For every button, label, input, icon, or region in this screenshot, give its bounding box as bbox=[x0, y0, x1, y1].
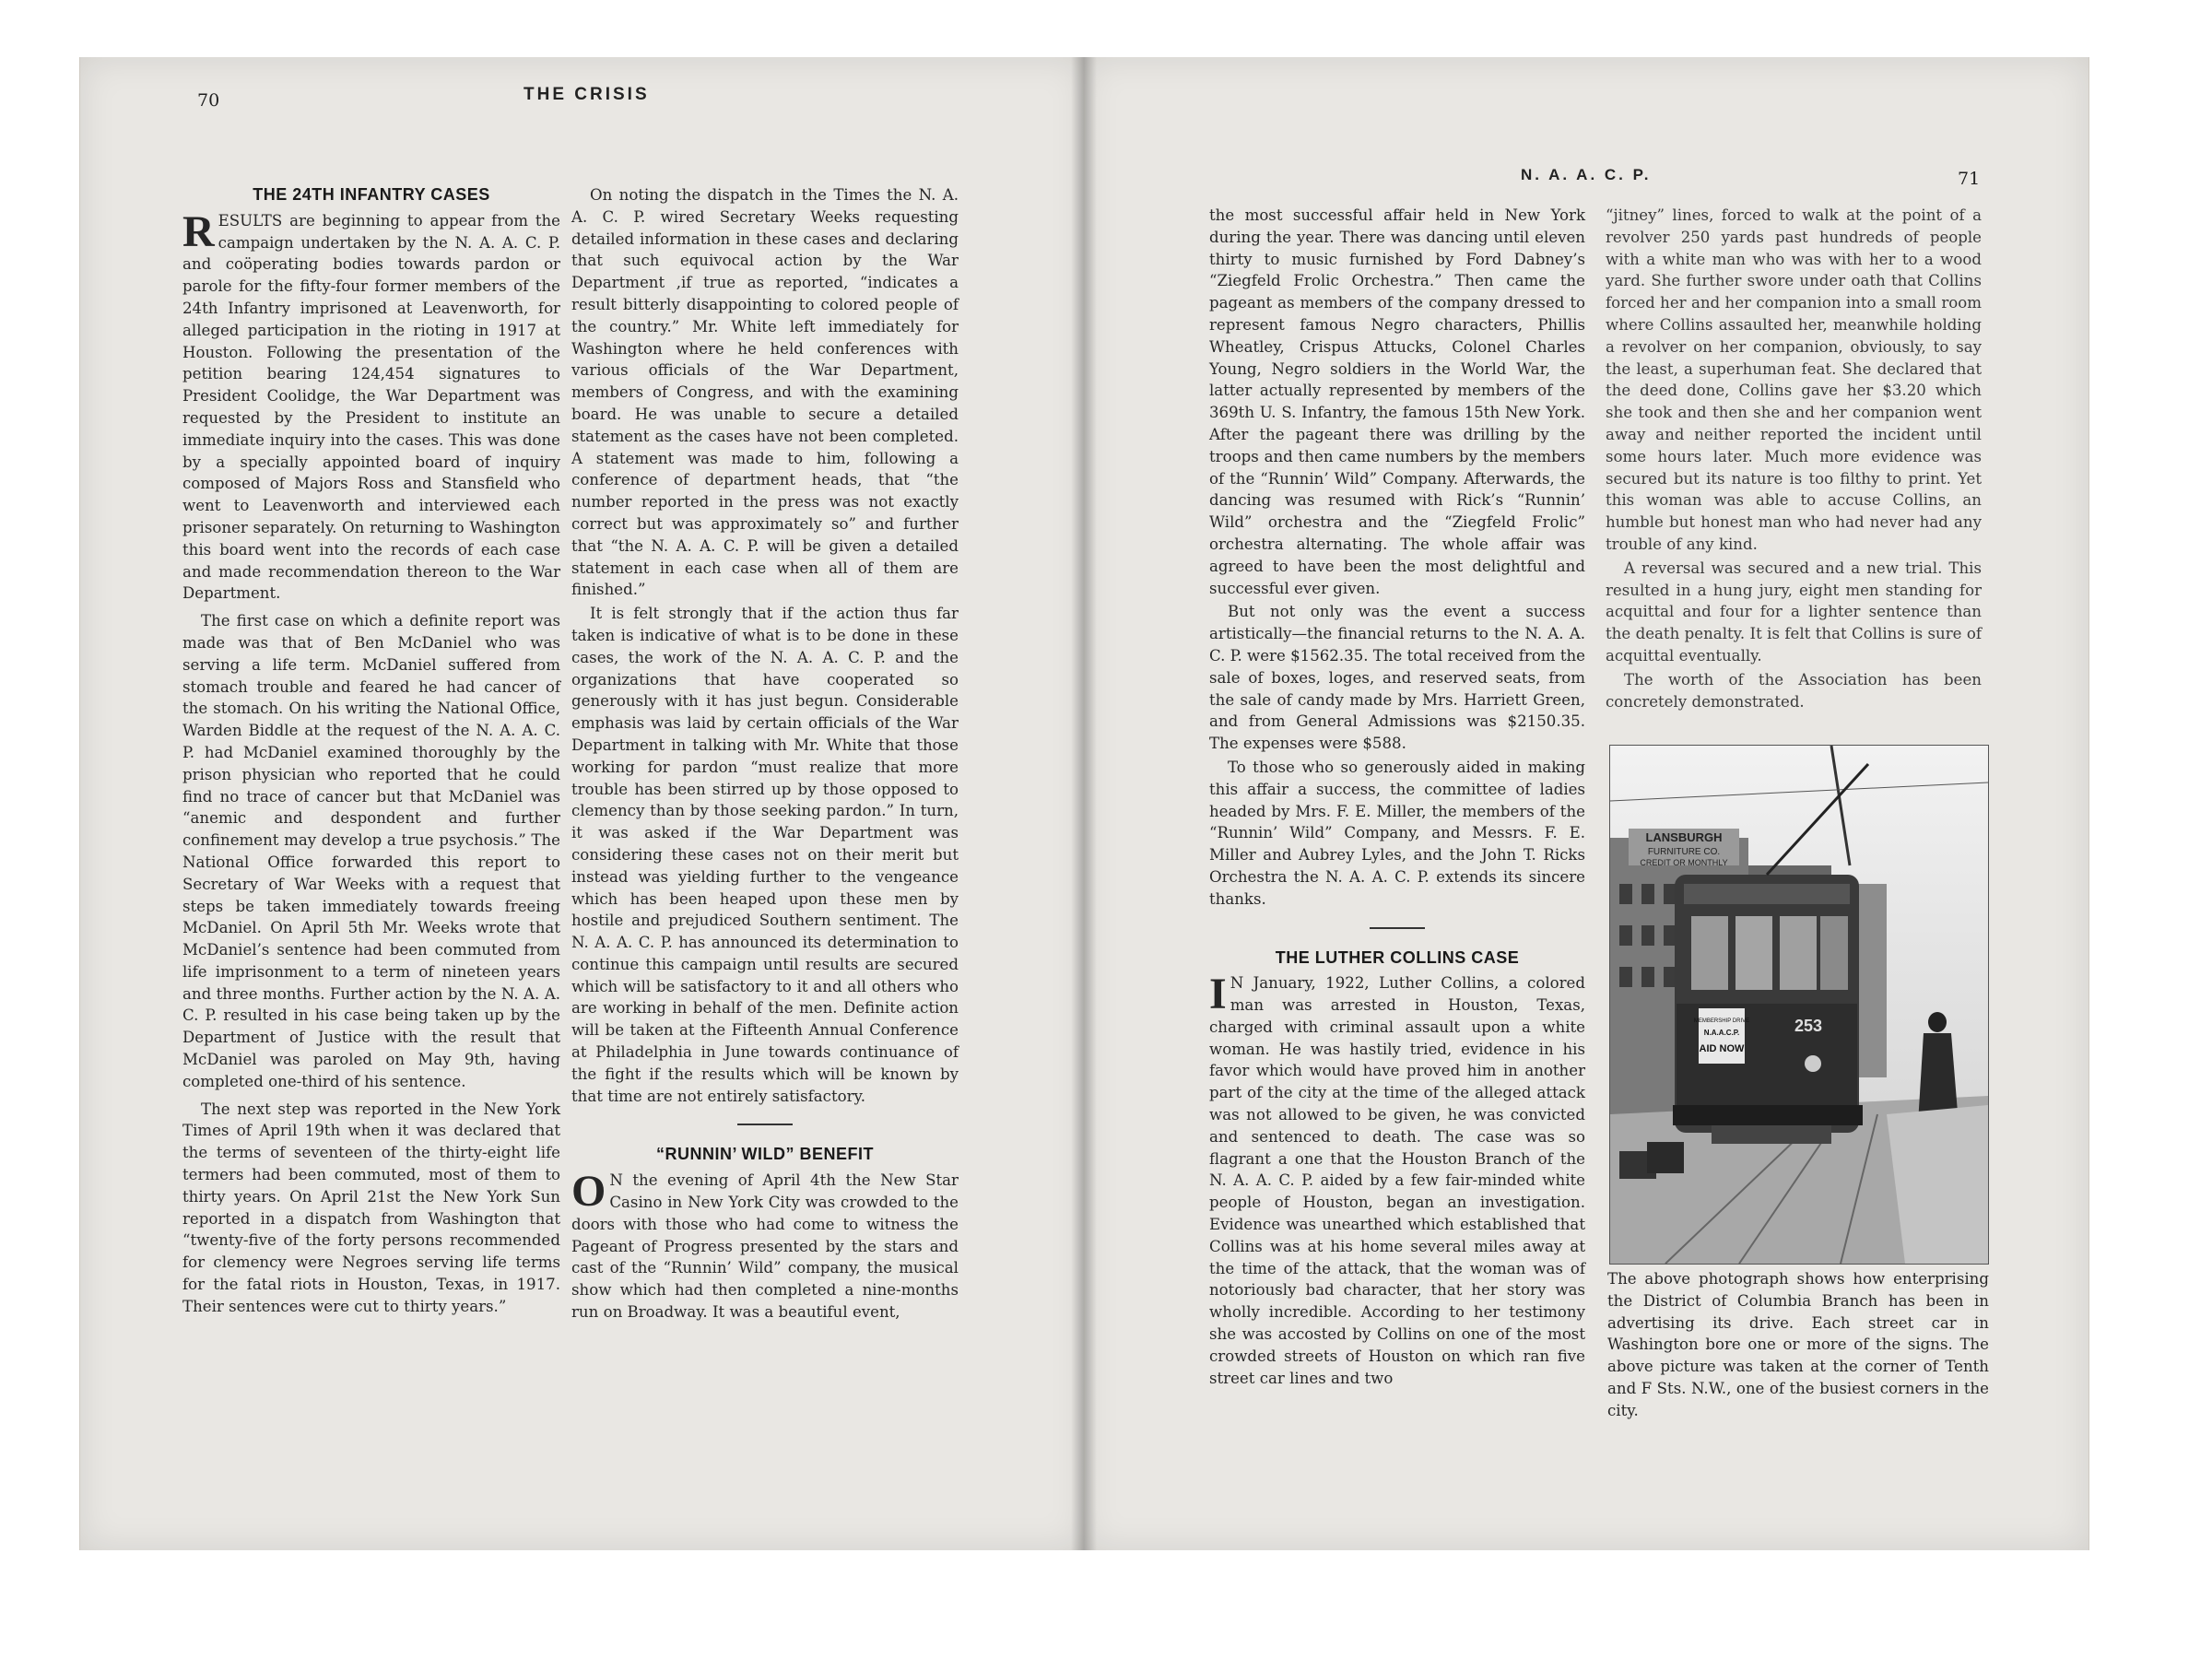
paragraph-text: ESULTS are beginning to appear from the campaign undertaken by the N. A. A. C. P. and coöperating bodies towards pardon or parole for the fifty-four former members of the 24th Infantry imprisoned at Leavenworth, for alleged participation in the rioting in 1917 at Houston. Following the presentation of the petition bearing 124,454 signatures to President Coolidge, the War Department was requested by the President to institute an immediate inquiry into the cases. This was done by a specially appointed board of inquiry composed of Majors Ross and Stansfield who went to Leavenworth and interviewed each prisoner separately. On returning to Washington this board went into the records of each case and made recommendation thereon to the War Department. bbox=[182, 211, 560, 603]
paragraph: The worth of the Association has been concretely demonstrated. bbox=[1606, 670, 1982, 711]
streetcar-photograph bbox=[1609, 745, 1989, 1265]
car-sign-line-2: N.A.A.C.P. bbox=[1703, 1029, 1740, 1037]
car-sign-line-3: AID NOW bbox=[1699, 1043, 1745, 1054]
streetcar-photo-illustration bbox=[1610, 746, 1988, 1264]
article-heading-luther-collins: THE LUTHER COLLINS CASE bbox=[1275, 947, 1520, 967]
paragraph: “jitney” lines, forced to walk at the point of a revolver 250 yards past hundreds of people with a white man who was with her to a wood yard. She further swore under oath that Collins forced her and her companion into a small room where Collins assaulted her, meanwhile holding a revolver on her companion, obviously, to say the least, a superhuman feat. She declared that the deed done, Collins gave her $3.20 which she took and then she and her companion went away and neither reported the incident until some hours later. Much more evidence was secured but its nature is too filthy to print. Yet this woman was able to accuse Collins, an humble but honest man who had never had any trouble of any kind. bbox=[1606, 206, 1982, 553]
paragraph: On noting the dispatch in the Times the N. A. A. C. P. wired Secretary Weeks requesting detailed information in these cases and declaring that such equivocal action by the War Department ,if true as reported, “indicates a result bitterly disappointing to colored people of the country.” Mr. White left immediately for Washington where he held conferences with various officials of the War Department, members of Congress, and with the examining board. He was unable to secure a detailed statement as the cases have not been completed. A statement was made to him, following a conference of department heads, that “the number reported in the press was not exactly correct but was approximately so” and further that “the N. A. A. C. P. will be given a detailed statement in each case when all of them are finished.” bbox=[571, 186, 959, 599]
page-number-right: 71 bbox=[1958, 169, 1981, 189]
paragraph bbox=[1209, 972, 1585, 1389]
paragraph: A reversal was secured and a new trial. This resulted in a hung jury, eight men standing for acquittal and four for a lighter sentence than the death penalty. It is felt that Collins is sure of acquittal eventually. bbox=[1606, 559, 1982, 665]
car-sign-line-1: MEMBERSHIP DRIVE bbox=[1693, 1018, 1750, 1024]
right-column-1 bbox=[1209, 205, 1585, 1391]
photo-sign-top: LANSBURGH bbox=[1645, 830, 1723, 844]
streetcar-number: 253 bbox=[1794, 1017, 1823, 1035]
page-number-left: 70 bbox=[197, 90, 220, 111]
left-column-2 bbox=[571, 184, 959, 1325]
section-divider bbox=[1370, 927, 1425, 929]
section-divider bbox=[737, 1124, 793, 1125]
paragraph: To those who so generously aided in making this affair a success, the committee of ladies headed by Mrs. F. E. Miller, the members of the “Runnin’ Wild” Company, and Messrs. F. E. Miller and Aubrey Lyles, and the John T. Ricks Orchestra the N. A. A. C. P. extends its sincere thanks. bbox=[1209, 758, 1585, 908]
right-column-2 bbox=[1606, 205, 1982, 714]
article-heading-24th-infantry: THE 24TH INFANTRY CASES bbox=[253, 185, 490, 204]
paragraph: The first case on which a definite report was made was that of Ben McDaniel who was serving a life term. McDaniel suffered from stomach trouble and feared he had cancer of the stomach. On his writing the National Office, Warden Biddle at the request of the N. A. A. C. P. had McDaniel examined thoroughly by the prison physician who reported that he could find no trace of cancer but that McDaniel was “anemic and despondent and further confinement may develop a true psychosis.” The National Office forwarded this report to Secretary of War Weeks with a request that steps be taken immediately towards freeing McDaniel. On April 5th Mr. Weeks wrote that McDaniel’s sentence had been commuted from life imprisonment to a term of nineteen years and three months. Further action by the N. A. A. C. P. resulted in his case being taken up by the Department of Justice with the result that McDaniel was paroled on May 9th, having completed one-third of his sentence. bbox=[182, 612, 560, 1090]
paragraph: the most successful affair held in New York during the year. There was dancing until eleven thirty to music furnished by Ford Dabney’s “Ziegfeld Frolic Orchestra.” Then came the pageant as members of the company dressed to represent famous Negro characters, Phillis Wheatley, Crispus Attucks, Colonel Charles Young, Negro soldiers in the World War, the latter actually represented by members of the 369th U. S. Infantry, the famous 15th New York. After the pageant there was drilling by the troops and then came numbers by the members of the “Runnin’ Wild” Company. Afterwards, the dancing was resumed with Rick’s “Runnin’ Wild” orchestra and the “Ziegfeld Frolic” orchestra alternating. The whole affair was agreed to have been the most delightful and successful ever given. bbox=[1209, 206, 1585, 597]
running-header-left: THE CRISIS bbox=[524, 85, 650, 104]
photo-caption: The above photograph shows how enterprising the District of Columbia Branch has been in advertising its drive. Each street car in Washington bore one or more of the signs. The above picture was taken at the corner of Tenth and F Sts. N.W., one of the busiest corners in the city. bbox=[1607, 1270, 1989, 1419]
left-column-1 bbox=[182, 184, 560, 1320]
paragraph: The next step was reported in the New York Times of April 19th when it was declared that the terms of seventeen of the thirty-eight life termers had been commuted, most of them to thirty years. On April 21st the New York Sun reported in a dispatch from Washington that “twenty-five of the forty persons recommended for clemency were Negroes serving life terms for the fatal riots in Houston, Texas, in 1917. Their sentences were cut to thirty years.” bbox=[182, 1100, 560, 1315]
running-header-right: N. A. A. C. P. bbox=[1521, 166, 1652, 183]
paragraph bbox=[571, 1167, 959, 1324]
paragraph: But not only was the event a success artistically—the financial returns to the N. A. A. C. P. were $1562.35. The total received from the sale of boxes, loges, and reserved seats, from the sale of candy made by Mrs. Harriett Green, and from General Admissions was $2150.35. The expenses were $588. bbox=[1209, 603, 1585, 753]
photo-sign-mid: FURNITURE CO. bbox=[1647, 847, 1721, 857]
paragraph-text: N the evening of April 4th the New Star Casino in New York City was crowded to the doors with those who had come to witness the Pageant of Progress presented by the stars and cast of the “Runnin’ Wild” company, the musical show which had then completed a nine-months run on Broadway. It was a beautiful event, bbox=[571, 1171, 959, 1322]
drop-cap: R bbox=[182, 206, 215, 256]
article-heading-runnin-wild: “RUNNIN’ WILD” BENEFIT bbox=[656, 1145, 874, 1164]
paragraph: It is felt strongly that if the action thus far taken is indicative of what is to be done in these cases, the work of the N. A. A. C. P. and the organizations that have cooperated so generously with it has just begun. Considerable emphasis was laid by certain officials of the War Department in talking with Mr. White that those working for pardon “must realize that more trouble has been stirred up by those opposed to clemency than by those seeking pardon.” In turn, it was asked if the War Department was considering these cases not on their merit but instead was yielding further to the vengeance which has been heaped upon these men by hostile and prejudiced Southern sentiment. The N. A. A. C. P. has announced its determination to continue this campaign until results are secured which will be satisfactory to it and all others who are working in behalf of the men. Definite action will be taken at the Fifteenth Annual Conference at Philadelphia in June towards continuance of the fight if the results which will be known by that time are not entirely satisfactory. bbox=[571, 605, 959, 1105]
photo-sign-bottom: CREDIT OR MONTHLY bbox=[1640, 858, 1728, 867]
drop-cap: I bbox=[1209, 970, 1227, 1019]
paragraph bbox=[182, 206, 560, 605]
book-gutter bbox=[1071, 57, 1097, 1550]
drop-cap: O bbox=[571, 1167, 606, 1217]
paragraph-text: N January, 1922, Luther Collins, a colored man was arrested in Houston, Texas, charged with criminal assault upon a white woman. He was hastily tried, evidence in his favor which would have proved him in another part of the city at the time of the alleged attack was not allowed to be given, he was convicted and sentenced to death. The case was so flagrant a one that the Houston Branch of the N. A. A. C. P. aided by a few fair-minded white people of Houston, began an investigation. Evidence was unearthed which established that Collins was at his home several miles away at the time of the attack, that the woman was of notoriously bad character, that her story was wholly incredible. According to her testimony she was accosted by Collins on one of the most crowded streets of Houston on which ran five street car lines and two bbox=[1209, 974, 1585, 1387]
